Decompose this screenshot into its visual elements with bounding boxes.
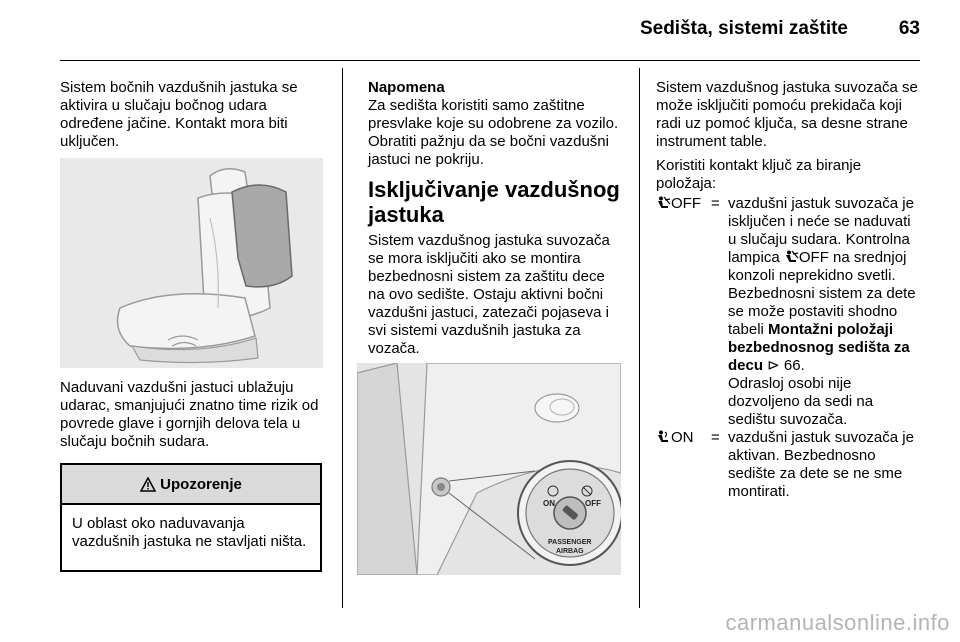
column-3-intro	[656, 79, 918, 193]
warning-body: U oblast oko naduvavanja vazdušnih jastuka ne stavljati ništa.	[72, 515, 307, 550]
dashboard-illustration-svg	[357, 363, 621, 575]
switch-label-off: OFF	[585, 499, 601, 508]
page-reference[interactable]: 66.	[779, 357, 805, 374]
adult-warning: Odrasloj osobi nije dozvoljeno da sedi na sedištu suvozača.	[728, 375, 874, 428]
off-term: OFF	[656, 195, 711, 429]
column-divider-1	[342, 68, 343, 608]
watermark: carmanualsonline.info	[725, 610, 950, 635]
airbag-on-icon	[656, 430, 671, 444]
inflated-airbag-paragraph: Naduvani vazdušni jastuci ublažuju udarac, smanjujući znatno time rizik od povrede glave i gornjih delova tela u slučaju bočnih sudara.	[60, 379, 319, 450]
switch-label-airbag: AIRBAG	[556, 548, 584, 555]
on-equals: =	[711, 429, 720, 446]
column-1-effect	[60, 379, 330, 451]
switch-description: Sistem vazdušnog jastuka suvozača se može isključiti pomoću prekidača koji radi uz pomoć ključa, sa desne strane instrument table.	[656, 79, 918, 150]
on-term: ON	[656, 429, 711, 501]
off-definition: vazdušni jastuk suvozača je isključen i neće se naduvati u slučaju sudara. Kontrolna lampica OFF na srednjoj konzoli neprekidno svetli. Bezbednosni sistem za dete se može postaviti shodno tabeli Montažni položaji bezbednosnog sedišta za decu ⊳ 66. Odrasloj osobi nije dozvoljeno da sedi na sedištu suvozača.	[728, 195, 921, 429]
note-title: Napomena	[368, 79, 445, 96]
position-definitions	[656, 195, 921, 501]
key-switch-illustration	[357, 363, 621, 575]
deactivation-paragraph: Sistem vazdušnog jastuka suvozača se mora isključiti ako se montira bezbednosni sistem za zaštitu dece na ovo sedište. Ostaju aktivni bočni vazdušni jastuci, zatezači pojaseva i svi sistemi vazdušnih jastuka za vozača.	[368, 232, 610, 357]
column-2	[368, 79, 623, 358]
airbag-off-icon	[656, 196, 671, 210]
switch-label-on: ON	[543, 499, 555, 508]
off-equals: =	[711, 195, 720, 212]
table-reference[interactable]: Montažni položaji bezbednosnog sedišta za decu	[728, 321, 910, 374]
off-definition-row	[656, 195, 921, 429]
column-1-intro	[60, 79, 330, 151]
page-reference-arrow: ⊳	[763, 357, 780, 374]
warning-header	[62, 465, 320, 505]
warning-title: Upozorenje	[160, 475, 242, 493]
airbag-off-lamp-icon	[784, 250, 799, 264]
page-number: 63	[898, 18, 920, 39]
column-divider-2	[639, 68, 640, 608]
section-heading: Isključivanje vazdušnog jastuka	[368, 177, 620, 227]
header-rule	[60, 60, 920, 61]
note-text: Za sedišta koristiti samo zaštitne presvlake koje su odobrene za vozilo. Obratiti pažnju da se bočni vazdušni jastuci ne pokriju.	[368, 97, 619, 168]
on-definition: vazdušni jastuk suvozača je aktivan. Bezbednosno sedište za dete se ne sme montirati.	[728, 429, 914, 500]
on-definition-row	[656, 429, 921, 501]
warning-triangle-icon	[140, 477, 156, 492]
side-airbag-paragraph: Sistem bočnih vazdušnih jastuka se aktivira u slučaju bočnog udara određene jačine. Kontakt mora biti uključen.	[60, 79, 298, 150]
key-instruction: Koristiti kontakt ključ za biranje položaja:	[656, 157, 862, 192]
section-title: Sedišta, sistemi zaštite	[639, 18, 848, 39]
seat-illustration-svg	[60, 158, 323, 368]
switch-label-passenger: PASSENGER	[548, 539, 592, 546]
warning-box	[60, 463, 322, 572]
seat-airbag-illustration	[60, 158, 323, 368]
